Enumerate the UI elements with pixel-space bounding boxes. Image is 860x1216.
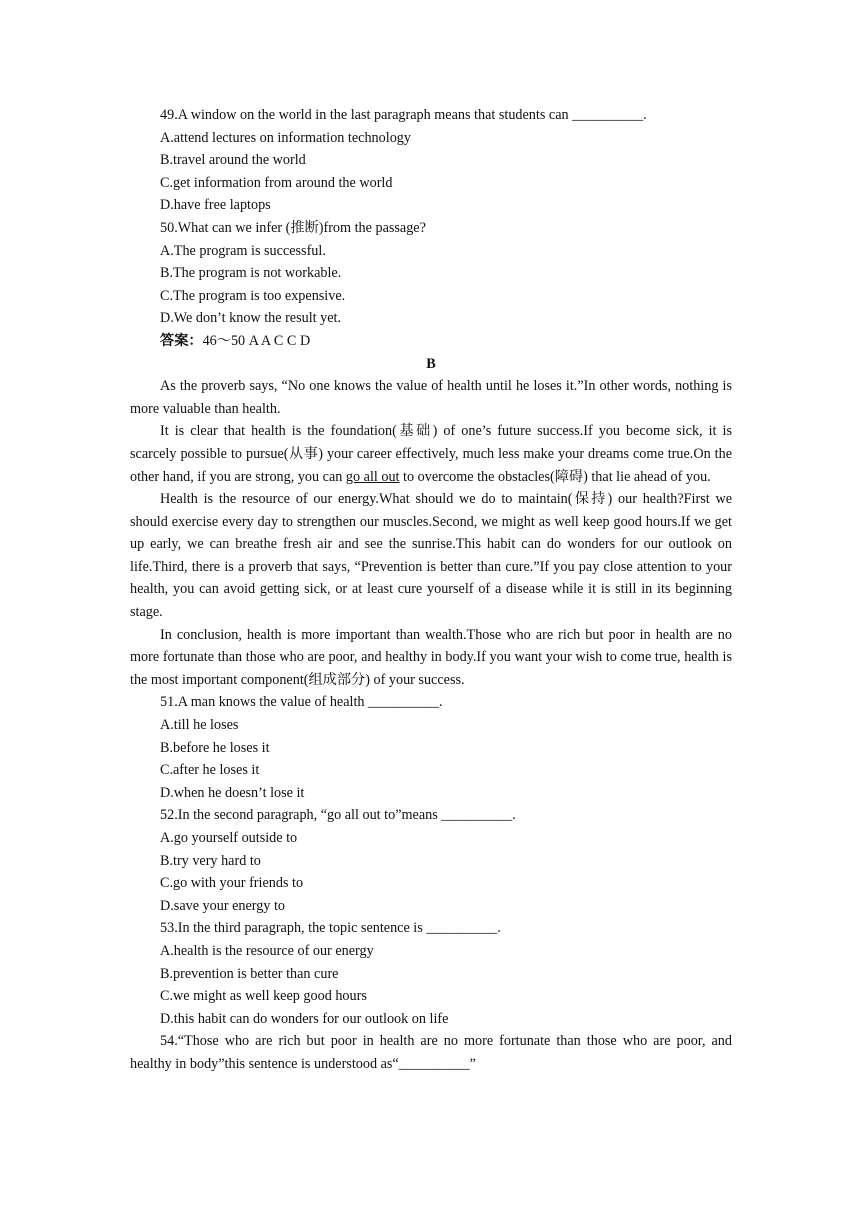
passage-paragraph-2 [130,420,732,488]
question-51-option-a: A.till he loses [160,717,239,734]
passage-paragraph-3: Health is the resource of our energy.What should we do to maintain(保持) our health?First we should exercise every day to strengthen our muscles.Second, we might as well keep good hours.If we get up early, we can breathe fresh air and see the sunrise.This habit can do wonders for our outlook on life.Third, there is a proverb that says, “Prevention is better than cure.”If you pay close attention to your health, you can avoid getting sick, or at least cure yourself of a disease while it is still in its beginning stage. [130,491,732,621]
question-52-option-a: A.go yourself outside to [160,830,298,846]
question-50-option-d: D.We don’t know the result yet. [160,310,342,327]
answer-line [130,330,732,353]
question-50-stem: 50.What can we infer (推断)from the passage? [160,219,426,236]
question-51-stem: 51.A man knows the value of health __________. [160,694,443,711]
paragraph-2-text-end: to overcome the obstacles(障碍) that lie ahead of you. [399,468,711,485]
question-49-option-a: A.attend lectures on information technology [160,129,411,146]
passage-paragraph-1: As the proverb says, “No one knows the value of health until he loses it.”In other words, nothing is more valuable than health. [130,378,732,417]
question-52-option-d: D.save your energy to [160,897,286,914]
section-b-heading: B [426,355,436,372]
question-52-option-b: B.try very hard to [160,852,261,869]
paragraph-2-text-start: It is clear that health is the foundation(基础) of one’s future success.If you become sick, it is scarcely possible to pursue(从事) your career effectively, much less make your dreams come true.On the other hand, if you are strong, you can [130,423,732,485]
question-53-stem: 53.In the third paragraph, the topic sentence is __________. [160,920,501,937]
underlined-phrase: go all out [345,468,400,485]
question-50-option-a: A.The program is successful. [160,242,326,259]
question-53-option-d: D.this habit can do wonders for our outlook on life [160,1010,449,1027]
question-52-option-c: C.go with your friends to [160,875,304,892]
question-49-option-d: D.have free laptops [160,197,271,214]
answer-value: 46～50 A A C C D [202,332,311,349]
question-54-stem: 54.“Those who are rich but poor in health are no more fortunate than those who are poor, and healthy in body”this sentence is understood as“__________” [130,1033,732,1072]
question-53-option-b: B.prevention is better than cure [160,965,339,982]
question-53-option-a: A.health is the resource of our energy [160,942,374,959]
question-49-option-b: B.travel around the world [160,152,306,169]
question-51-option-d: D.when he doesn’t lose it [160,784,305,801]
question-52-stem: 52.In the second paragraph, “go all out to”means __________. [160,807,516,824]
question-49-option-c: C.get information from around the world [160,174,393,191]
question-49-stem: 49.A window on the world in the last paragraph means that students can __________. [160,107,647,123]
question-53-option-c: C.we might as well keep good hours [160,988,367,1005]
answer-label: 答案： [160,332,203,349]
question-51-option-c: C.after he loses it [160,762,260,779]
passage-paragraph-4: In conclusion, health is more important than wealth.Those who are rich but poor in health are no more fortunate than those who are poor, and healthy in body.If you want your wish to come true, health is the most important component(组成部分) of your success. [130,626,732,688]
question-51-option-b: B.before he loses it [160,739,270,756]
question-50-option-b: B.The program is not workable. [160,265,342,282]
question-50-option-c: C.The program is too expensive. [160,287,346,304]
document-page [130,104,732,1076]
